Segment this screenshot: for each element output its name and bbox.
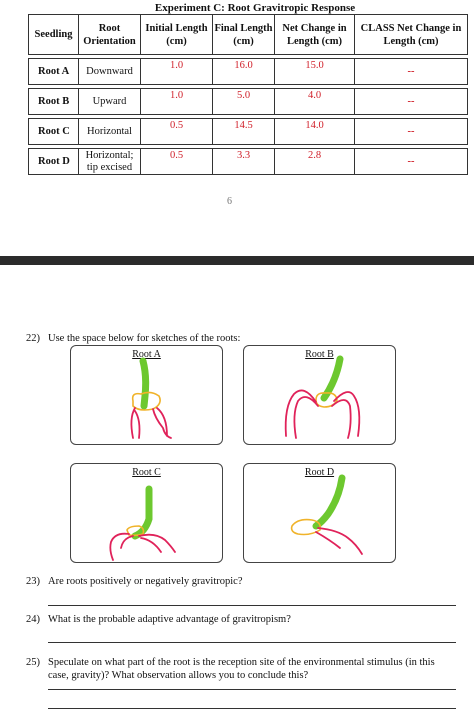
cell-final: 16.0 <box>213 59 275 85</box>
cell-final: 14.5 <box>213 119 275 145</box>
cell-orientation: Downward <box>79 59 141 85</box>
cell-seedling: Root A <box>29 59 79 85</box>
cell-net: 4.0 <box>275 89 355 115</box>
answer-line-23[interactable] <box>48 605 456 606</box>
sketch-box-root-d[interactable] <box>243 463 396 563</box>
header-seedling: Seedling <box>29 15 79 55</box>
cell-orientation: Upward <box>79 89 141 115</box>
cell-net: 14.0 <box>275 119 355 145</box>
header-orientation: Root Orientation <box>79 15 141 55</box>
answer-line-24[interactable] <box>48 642 456 643</box>
cell-orientation: Horizontal; tip excised <box>79 149 141 175</box>
cell-class: -- <box>355 59 468 85</box>
root-a-drawing-icon <box>71 346 224 446</box>
table-title: Experiment C: Root Gravitropic Response <box>154 2 356 14</box>
worksheet-page-top <box>0 0 474 256</box>
answer-line-25a[interactable] <box>48 689 456 690</box>
question-22 <box>26 332 240 345</box>
worksheet-page-bottom <box>0 265 474 715</box>
sketch-label: Root B <box>305 349 334 360</box>
question-text: Are roots positively or negatively gravitropic? <box>48 576 243 587</box>
header-final-length: Final Length (cm) <box>213 15 275 55</box>
cell-initial: 1.0 <box>141 59 213 85</box>
root-b-drawing-icon <box>244 346 397 446</box>
cell-initial: 0.5 <box>141 149 213 175</box>
header-net-change: Net Change in Length (cm) <box>275 15 355 55</box>
table-row <box>29 89 468 115</box>
question-number: 22) <box>26 333 40 344</box>
table-row <box>29 119 468 145</box>
sketch-label: Root D <box>304 467 335 478</box>
sketch-label: Root A <box>132 349 161 360</box>
cell-final: 5.0 <box>213 89 275 115</box>
cell-class: -- <box>355 89 468 115</box>
page-divider <box>0 256 474 265</box>
table-row <box>29 149 468 175</box>
cell-orientation: Horizontal <box>79 119 141 145</box>
cell-final: 3.3 <box>213 149 275 175</box>
question-text: Speculate on what part of the root is the reception site of the environmental stimulus (in this case, gravity)? What observation allows you to conclude this? <box>48 657 435 681</box>
cell-net: 15.0 <box>275 59 355 85</box>
sketch-box-root-b[interactable] <box>243 345 396 445</box>
page-number: 6 <box>227 196 232 207</box>
question-number: 25) <box>26 657 40 668</box>
sketch-box-root-c[interactable] <box>70 463 223 563</box>
table-row <box>29 59 468 85</box>
question-text: What is the probable adaptive advantage of gravitropism? <box>48 614 291 625</box>
header-class-net-change: CLASS Net Change in Length (cm) <box>355 15 468 55</box>
cell-seedling: Root C <box>29 119 79 145</box>
cell-initial: 1.0 <box>141 89 213 115</box>
cell-seedling: Root B <box>29 89 79 115</box>
answer-line-25b[interactable] <box>48 708 456 709</box>
cell-net: 2.8 <box>275 149 355 175</box>
question-25 <box>26 656 456 682</box>
cell-initial: 0.5 <box>141 119 213 145</box>
sketch-label: Root C <box>132 467 161 478</box>
root-d-drawing-icon <box>244 464 397 564</box>
question-number: 24) <box>26 614 40 625</box>
question-number: 23) <box>26 576 40 587</box>
sketch-box-root-a[interactable] <box>70 345 223 445</box>
question-text: Use the space below for sketches of the roots: <box>48 333 241 344</box>
results-table <box>28 14 468 175</box>
root-c-drawing-icon <box>71 464 224 564</box>
cell-class: -- <box>355 149 468 175</box>
cell-seedling: Root D <box>29 149 79 175</box>
question-24 <box>26 613 291 626</box>
cell-class: -- <box>355 119 468 145</box>
question-23 <box>26 575 243 588</box>
header-initial-length: Initial Length (cm) <box>141 15 213 55</box>
table-header-row <box>29 15 468 55</box>
